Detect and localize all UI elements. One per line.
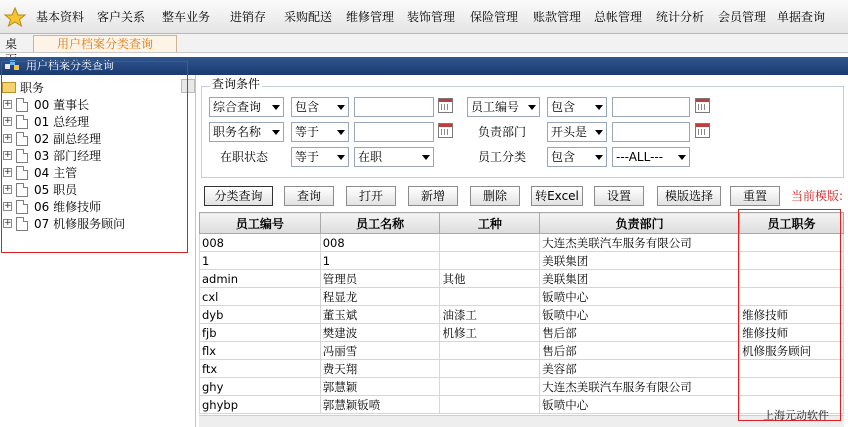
expand-icon[interactable]: + <box>4 201 12 211</box>
cell-position[interactable] <box>740 252 844 270</box>
cell-job-type[interactable] <box>440 342 540 360</box>
tree-item-label: 04 主管 <box>34 166 78 180</box>
table-header-row <box>200 213 844 234</box>
dropdown-arrow-icon <box>595 130 603 135</box>
select-value: 等于 <box>295 150 320 164</box>
tab-customer-classify-query[interactable]: 用户档案分类查询 <box>33 35 177 52</box>
cell-job-type[interactable] <box>440 288 540 306</box>
menu-ledger-management[interactable]: 总帐管理 <box>593 9 642 24</box>
cell-employee-name[interactable]: 1 <box>320 252 440 270</box>
expand-icon[interactable]: + <box>4 150 12 160</box>
employment-status-select[interactable] <box>354 147 434 167</box>
expand-icon[interactable]: + <box>4 116 12 126</box>
tree-item-label: 01 总经理 <box>34 115 90 129</box>
cell-employee-id[interactable]: dyb <box>200 306 321 324</box>
dropdown-arrow-icon <box>337 105 345 110</box>
cell-department[interactable]: 大连杰美联汽车服务有限公司 <box>540 378 740 396</box>
cell-employee-id[interactable]: fjb <box>200 324 321 342</box>
expand-icon[interactable]: + <box>4 184 12 194</box>
query-operator-select-4[interactable] <box>547 122 607 142</box>
menu-repair-management[interactable]: 维修管理 <box>345 9 394 24</box>
menu-decoration-management[interactable]: 装饰管理 <box>406 9 455 24</box>
tree-root-position[interactable] <box>0 79 125 96</box>
tree-item-service-advisor[interactable] <box>0 215 125 232</box>
window-icon <box>5 60 19 72</box>
document-icon <box>16 183 28 197</box>
category-tree <box>0 79 125 232</box>
tree-item-staff[interactable] <box>0 181 125 198</box>
cell-employee-id[interactable]: ghybp <box>200 396 321 414</box>
query-value-input-4[interactable] <box>612 122 690 142</box>
document-icon <box>16 115 28 129</box>
cell-employee-name[interactable]: 董玉斌 <box>320 306 440 324</box>
cell-job-type[interactable] <box>440 396 540 414</box>
tree-item-label: 02 副总经理 <box>34 132 102 146</box>
dropdown-arrow-icon <box>337 155 345 160</box>
column-header-position[interactable]: 员工职务 <box>740 213 844 234</box>
add-button[interactable]: 新增 <box>408 186 458 206</box>
cell-employee-id[interactable]: 1 <box>200 252 321 270</box>
table-row[interactable] <box>200 234 844 252</box>
dropdown-arrow-icon <box>337 130 345 135</box>
delete-button[interactable]: 删除 <box>470 186 520 206</box>
dropdown-arrow-icon <box>528 105 536 110</box>
cell-department[interactable]: 售后部 <box>540 324 740 342</box>
query-value-input-1[interactable] <box>354 97 434 117</box>
cell-position[interactable]: 维修技师 <box>740 306 844 324</box>
calendar-icon[interactable] <box>695 98 710 113</box>
cell-employee-name[interactable]: 008 <box>320 234 440 252</box>
cell-employee-name[interactable]: 郭慧颖钣喷 <box>320 396 440 414</box>
cell-department[interactable]: 大连杰美联汽车服务有限公司 <box>540 234 740 252</box>
cell-employee-name[interactable]: 冯丽雪 <box>320 342 440 360</box>
menu-insurance-management[interactable]: 保险管理 <box>469 9 518 24</box>
query-conditions-title: 查询条件 <box>212 77 261 91</box>
grid-horizontal-scrollbar[interactable] <box>199 415 844 427</box>
menu-member-management[interactable]: 会员管理 <box>717 9 766 24</box>
tree-root-label: 职务 <box>20 81 45 95</box>
query-operator-select-1[interactable] <box>291 97 349 117</box>
query-operator-select-5[interactable] <box>291 147 349 167</box>
dept-label: 负责部门 <box>478 125 527 139</box>
menu-document-query[interactable]: 单据查询 <box>776 9 825 24</box>
query-value-input-2[interactable] <box>612 97 690 117</box>
employee-category-label: 员工分类 <box>478 150 527 164</box>
calendar-icon[interactable] <box>695 123 710 138</box>
table-row[interactable] <box>200 270 844 288</box>
cell-job-type[interactable] <box>440 234 540 252</box>
cell-job-type[interactable] <box>440 378 540 396</box>
expand-icon[interactable]: + <box>4 167 12 177</box>
folder-icon <box>2 82 16 93</box>
select-value: 职务名称 <box>213 125 262 139</box>
cell-employee-id[interactable]: 008 <box>200 234 321 252</box>
cell-department[interactable]: 钣喷中心 <box>540 306 740 324</box>
cell-job-type[interactable]: 油漆工 <box>440 306 540 324</box>
expand-icon[interactable]: + <box>4 218 12 228</box>
cell-employee-id[interactable]: cxl <box>200 288 321 306</box>
tree-item-label: 05 职员 <box>34 183 78 197</box>
tree-item-chairman[interactable] <box>0 96 125 113</box>
document-icon <box>16 98 28 112</box>
menu-accounts-management[interactable]: 账款管理 <box>532 9 581 24</box>
tree-item-repair-tech[interactable] <box>0 198 125 215</box>
query-button[interactable]: 查询 <box>284 186 334 206</box>
query-value-input-3[interactable] <box>354 122 434 142</box>
select-value: 等于 <box>295 125 320 139</box>
tree-item-label: 06 维修技师 <box>34 200 102 214</box>
select-value: ---ALL--- <box>616 150 664 164</box>
select-value: 开头是 <box>551 125 588 139</box>
app-logo-icon <box>0 0 30 34</box>
dropdown-arrow-icon <box>595 105 603 110</box>
cell-employee-name[interactable]: 管理员 <box>320 270 440 288</box>
query-field-select-2[interactable] <box>467 97 540 117</box>
employee-table <box>199 212 844 414</box>
cell-position[interactable] <box>740 270 844 288</box>
query-operator-select-6[interactable] <box>547 147 607 167</box>
tree-item-label: 03 部门经理 <box>34 149 102 163</box>
cell-job-type[interactable]: 其他 <box>440 270 540 288</box>
open-button[interactable]: 打开 <box>346 186 396 206</box>
calendar-icon[interactable] <box>438 98 453 113</box>
window-title-bar <box>0 57 848 75</box>
expand-icon[interactable]: + <box>4 99 12 109</box>
column-header-employee-id[interactable]: 员工编号 <box>200 213 321 234</box>
tree-item-label: 07 机修服务顾问 <box>34 217 126 231</box>
menu-inventory[interactable]: 进销存 <box>229 9 266 24</box>
menu-purchase-delivery[interactable]: 采购配送 <box>283 9 332 24</box>
employment-status-label: 在职状态 <box>220 150 269 164</box>
tree-item-label: 00 董事长 <box>34 98 90 112</box>
select-value: 综合查询 <box>213 100 262 114</box>
cell-job-type[interactable] <box>440 252 540 270</box>
export-excel-button[interactable]: 转Excel <box>531 186 583 206</box>
query-operator-select-2[interactable] <box>547 97 607 117</box>
cell-department[interactable]: 美联集团 <box>540 270 740 288</box>
calendar-icon[interactable] <box>438 123 453 138</box>
query-field-select-1[interactable] <box>209 97 284 117</box>
table-row[interactable] <box>200 306 844 324</box>
select-value: 包含 <box>295 100 320 114</box>
cell-position[interactable]: 机修服务顾问 <box>740 342 844 360</box>
window-title: 用户档案分类查询 <box>26 59 114 72</box>
select-value: 员工编号 <box>471 100 520 114</box>
cell-department[interactable]: 美联集团 <box>540 252 740 270</box>
menu-basic-data[interactable]: 基本资料 <box>35 9 84 24</box>
cell-employee-id[interactable]: admin <box>200 270 321 288</box>
employee-category-select[interactable] <box>612 147 690 167</box>
cell-position[interactable]: 维修技师 <box>740 324 844 342</box>
reset-button[interactable]: 重置 <box>730 186 780 206</box>
cell-employee-id[interactable]: flx <box>200 342 321 360</box>
cell-position[interactable] <box>740 360 844 378</box>
tab-strip <box>0 34 848 53</box>
cell-position[interactable] <box>740 234 844 252</box>
dropdown-arrow-icon <box>272 130 280 135</box>
document-icon <box>16 217 28 231</box>
table-row[interactable] <box>200 288 844 306</box>
cell-department[interactable]: 钣喷中心 <box>540 288 740 306</box>
category-tree-panel <box>0 75 196 427</box>
tree-item-general-manager[interactable] <box>0 113 125 130</box>
cell-employee-name[interactable]: 郭慧颖 <box>320 378 440 396</box>
document-icon <box>16 200 28 214</box>
table-row[interactable] <box>200 396 844 414</box>
document-icon <box>16 166 28 180</box>
settings-button[interactable]: 设置 <box>594 186 644 206</box>
cell-job-type[interactable] <box>440 360 540 378</box>
cell-department[interactable]: 售后部 <box>540 342 740 360</box>
select-value: 包含 <box>551 100 576 114</box>
current-template-label: 当前模版: <box>791 189 844 203</box>
menu-customer-relations[interactable]: 客户关系 <box>96 9 145 24</box>
vendor-watermark: 上海元动软件 <box>763 409 829 422</box>
cell-employee-name[interactable]: 程显龙 <box>320 288 440 306</box>
classify-query-button[interactable]: 分类查询 <box>204 186 273 206</box>
expand-icon[interactable]: + <box>4 133 12 143</box>
table-row[interactable] <box>200 252 844 270</box>
tree-item-dept-manager[interactable] <box>0 147 125 164</box>
cell-position[interactable] <box>740 288 844 306</box>
menu-bar <box>0 0 848 34</box>
column-header-department[interactable]: 负责部门 <box>540 213 740 234</box>
cell-employee-name[interactable]: 樊建波 <box>320 324 440 342</box>
tree-scroll-button[interactable] <box>181 79 195 93</box>
template-select-button[interactable]: 模版选择 <box>657 186 721 206</box>
menu-statistics[interactable]: 统计分析 <box>655 9 704 24</box>
column-header-job-type[interactable]: 工种 <box>440 213 540 234</box>
table-row[interactable] <box>200 324 844 342</box>
dropdown-arrow-icon <box>595 155 603 160</box>
dropdown-arrow-icon <box>272 105 280 110</box>
table-row[interactable] <box>200 360 844 378</box>
column-header-employee-name[interactable]: 员工名称 <box>320 213 440 234</box>
tree-item-supervisor[interactable] <box>0 164 125 181</box>
select-value: 包含 <box>551 150 576 164</box>
cell-employee-name[interactable]: 费天翔 <box>320 360 440 378</box>
select-value: 在职 <box>358 150 383 164</box>
table-row[interactable] <box>200 342 844 360</box>
cell-employee-id[interactable]: ftx <box>200 360 321 378</box>
table-row[interactable] <box>200 378 844 396</box>
dropdown-arrow-icon <box>422 155 430 160</box>
cell-department[interactable]: 钣喷中心 <box>540 396 740 414</box>
menu-vehicle-business[interactable]: 整车业务 <box>161 9 210 24</box>
document-icon <box>16 149 28 163</box>
document-icon <box>16 132 28 146</box>
cell-employee-id[interactable]: ghy <box>200 378 321 396</box>
cell-department[interactable]: 美容部 <box>540 360 740 378</box>
tab-desktop[interactable]: 桌 <box>0 35 33 52</box>
employee-grid <box>199 212 844 415</box>
query-field-select-3[interactable] <box>209 122 284 142</box>
tree-item-deputy-gm[interactable] <box>0 130 125 147</box>
cell-job-type[interactable]: 机修工 <box>440 324 540 342</box>
query-operator-select-3[interactable] <box>291 122 349 142</box>
dropdown-arrow-icon <box>678 155 686 160</box>
cell-position[interactable] <box>740 378 844 396</box>
